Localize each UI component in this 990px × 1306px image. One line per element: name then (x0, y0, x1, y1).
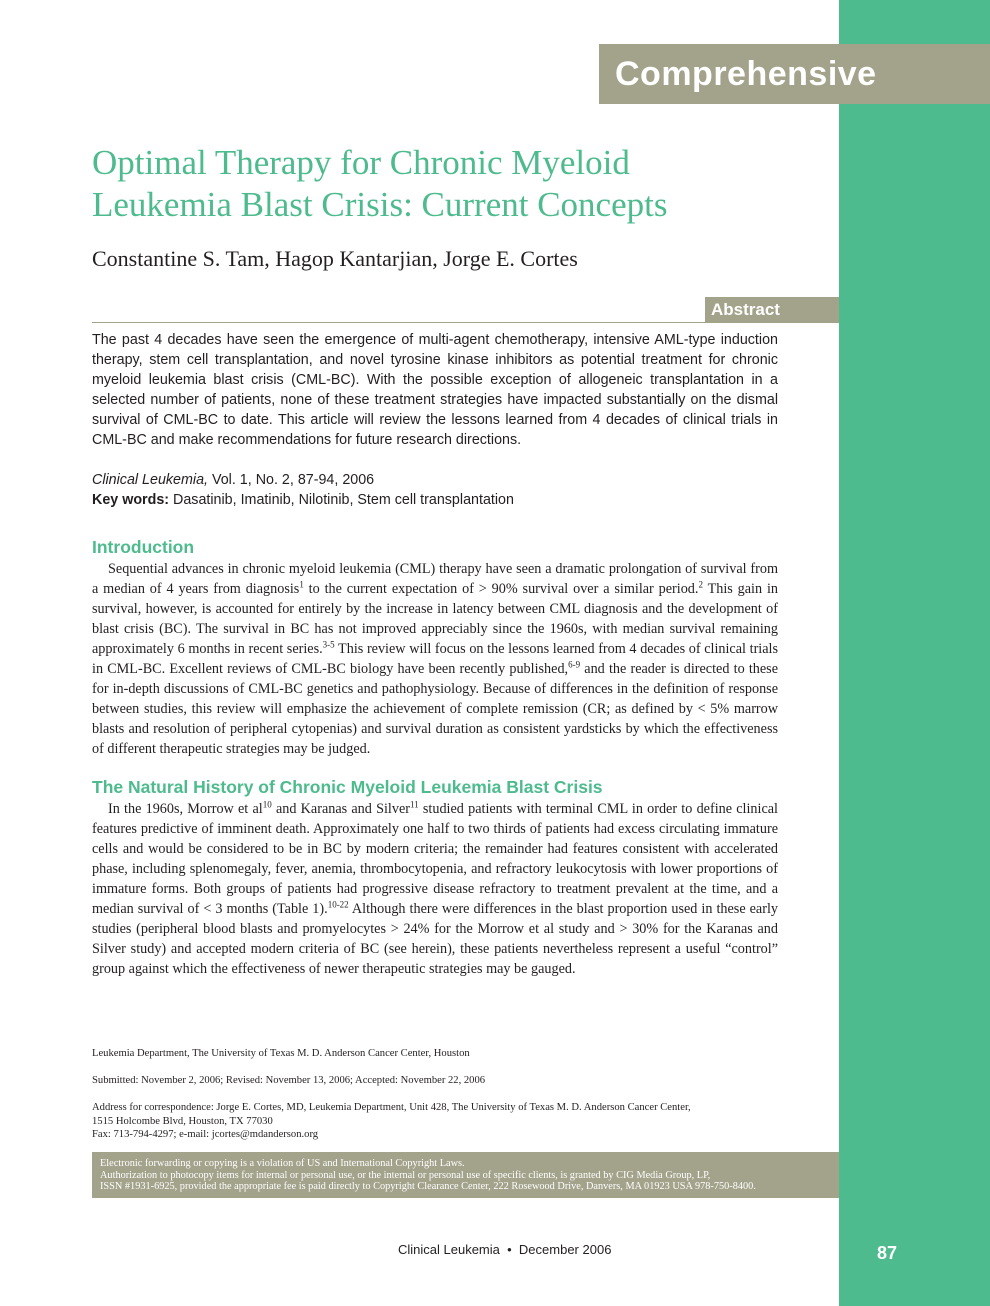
introduction-heading: Introduction (92, 537, 195, 557)
address-line: Address for correspondence: Jorge E. Cortes, MD, Leukemia Department, Unit 428, The University of Texas M. D. Anderson Cancer Center, (92, 1102, 691, 1113)
keywords-label: Key words: (92, 492, 170, 508)
text-run: Sequential advances in chronic myeloid leukemia (CML) therapy have seen a dramatic prolongation of survival from a median of 4 years from diagnosis (92, 561, 778, 597)
citation-details: Vol. 1, No. 2, 87-94, 2006 (208, 472, 375, 488)
running-footer (398, 1240, 611, 1260)
copyright-line: ISSN #1931-6925, provided the appropriate fee is paid directly to Copyright Clearance Center, 222 Rosewood Drive, Danvers, MA 01923 USA 978-750-8400. (100, 1181, 756, 1192)
authors: Constantine S. Tam, Hagop Kantarjian, Jorge E. Cortes (92, 246, 578, 271)
citation-line (92, 470, 778, 490)
text-run: and the reader is directed to these for in-depth discussions of CML-BC genetics and pathophysiology. Because of differences in the definition of response between studies, this review will emphasize the achievement of complete remission (CR; as defined by < 5% marrow blasts and resolution of peripheral cytopenias) and survival duration as consistent yardsticks by which the effectiveness of different therapeutic strategies may be judged. (92, 661, 779, 757)
address-line: 1515 Holcombe Blvd, Houston, TX 77030 (92, 1115, 273, 1127)
reference-link[interactable]: 10 (262, 799, 272, 810)
keywords: Dasatinib, Imatinib, Nilotinib, Stem cell transplantation (169, 492, 514, 508)
text-run: Although there were differences in the blast proportion used in these early studies (peripheral blood blasts and promyelocytes > 24% for the Morrow et al study and > 30% for the Karanas and Silver study) and accepted modern criteria of BC (see herein), these patients nevertheless represent a useful “control” group against which the effectiveness of newer therapeutic strategies may be gauged. (92, 901, 778, 977)
abstract-label: Abstract (705, 297, 839, 323)
reference-link[interactable]: 10-22 (327, 899, 349, 910)
article-title (92, 142, 792, 226)
reference-link[interactable]: 6-9 (568, 659, 581, 670)
citation-block (92, 470, 778, 510)
text-run: This review will focus on the lessons learned from 4 decades of clinical trials in CML-BC. Excellent reviews of CML-BC biology have been recently published, (92, 641, 778, 677)
reference-link[interactable]: 11 (410, 799, 419, 810)
correspondence-footnote (92, 1101, 778, 1142)
text-run: to the current expectation of > 90% survival over a similar period. (303, 581, 699, 597)
title-line-2: Leukemia Blast Crisis: Current Concepts (92, 185, 668, 224)
natural-history-heading: The Natural History of Chronic Myeloid Leukemia Blast Crisis (92, 777, 603, 797)
abstract-divider (92, 322, 839, 323)
copyright-notice (92, 1152, 839, 1198)
footer-date: December 2006 (518, 1242, 612, 1257)
footer-bullet: • (507, 1242, 512, 1257)
footer-journal: Clinical Leukemia (398, 1242, 500, 1257)
copyright-line: Electronic forwarding or copying is a violation of US and International Copyright Laws. (100, 1158, 465, 1169)
text-run: and Karanas and Silver (271, 801, 410, 817)
citation-journal: Clinical Leukemia, (92, 472, 209, 488)
reference-link[interactable]: 3-5 (322, 639, 335, 650)
text-run: This gain in survival, however, is accounted for entirely by the increase in latency between CML diagnosis and the development of blast crisis (BC). The survival in BC has not improved appreciably since the 1960s, with median survival remaining approximately 6 months in recent series. (92, 581, 778, 657)
text-run: In the 1960s, Morrow et al (108, 801, 263, 817)
section-banner: Comprehensive Review (599, 44, 990, 104)
address-line: Fax: 713-794-4297; e-mail: jcortes@mdanderson.org (92, 1129, 319, 1140)
introduction-paragraph (92, 559, 778, 759)
page-number: 87 (877, 1243, 898, 1263)
keywords-line (92, 490, 778, 510)
abstract-text: The past 4 decades have seen the emergence of multi-agent chemotherapy, intensive AML-type induction therapy, stem cell transplantation, and novel tyrosine kinase inhibitors as potential treatment for chronic myeloid leukemia blast crisis (CML-BC). With the possible exception of allogeneic transplantation in a selected number of patients, none of these treatment strategies have impacted substantially on the dismal survival of CML-BC to date. This article will review the lessons learned from 4 decades of clinical trials in CML-BC and make recommendations for future research directions. (92, 332, 778, 448)
copyright-line: Authorization to photocopy items for internal or personal use, or the internal or personal use of specific clients, is granted by CIG Media Group, LP, (100, 1169, 711, 1181)
reference-link[interactable]: 2 (698, 579, 703, 590)
title-line-1: Optimal Therapy for Chronic Myeloid (92, 143, 630, 182)
reference-link[interactable]: 1 (299, 579, 304, 590)
dates-footnote: Submitted: November 2, 2006; Revised: November 13, 2006; Accepted: November 22, 2006 (92, 1075, 486, 1086)
natural-history-paragraph (92, 799, 778, 979)
side-accent-bar (839, 0, 990, 1306)
text-run: studied patients with terminal CML in order to define clinical features predictive of imminent death. Approximately one half to two thirds of patients had excess circulating immature cells and would be considered to be in BC by modern criteria; the remainder had features consistent with accelerated phase, including splenomegaly, fever, anemia, thrombocytopenia, and refractory leukocytosis with lower proportions of immature forms. Both groups of patients had progressive disease refractory to treatment prevalent at the time, and a median survival of < 3 months (Table 1). (92, 801, 779, 917)
affiliation-footnote: Leukemia Department, The University of Texas M. D. Anderson Cancer Center, Houston (92, 1048, 470, 1059)
